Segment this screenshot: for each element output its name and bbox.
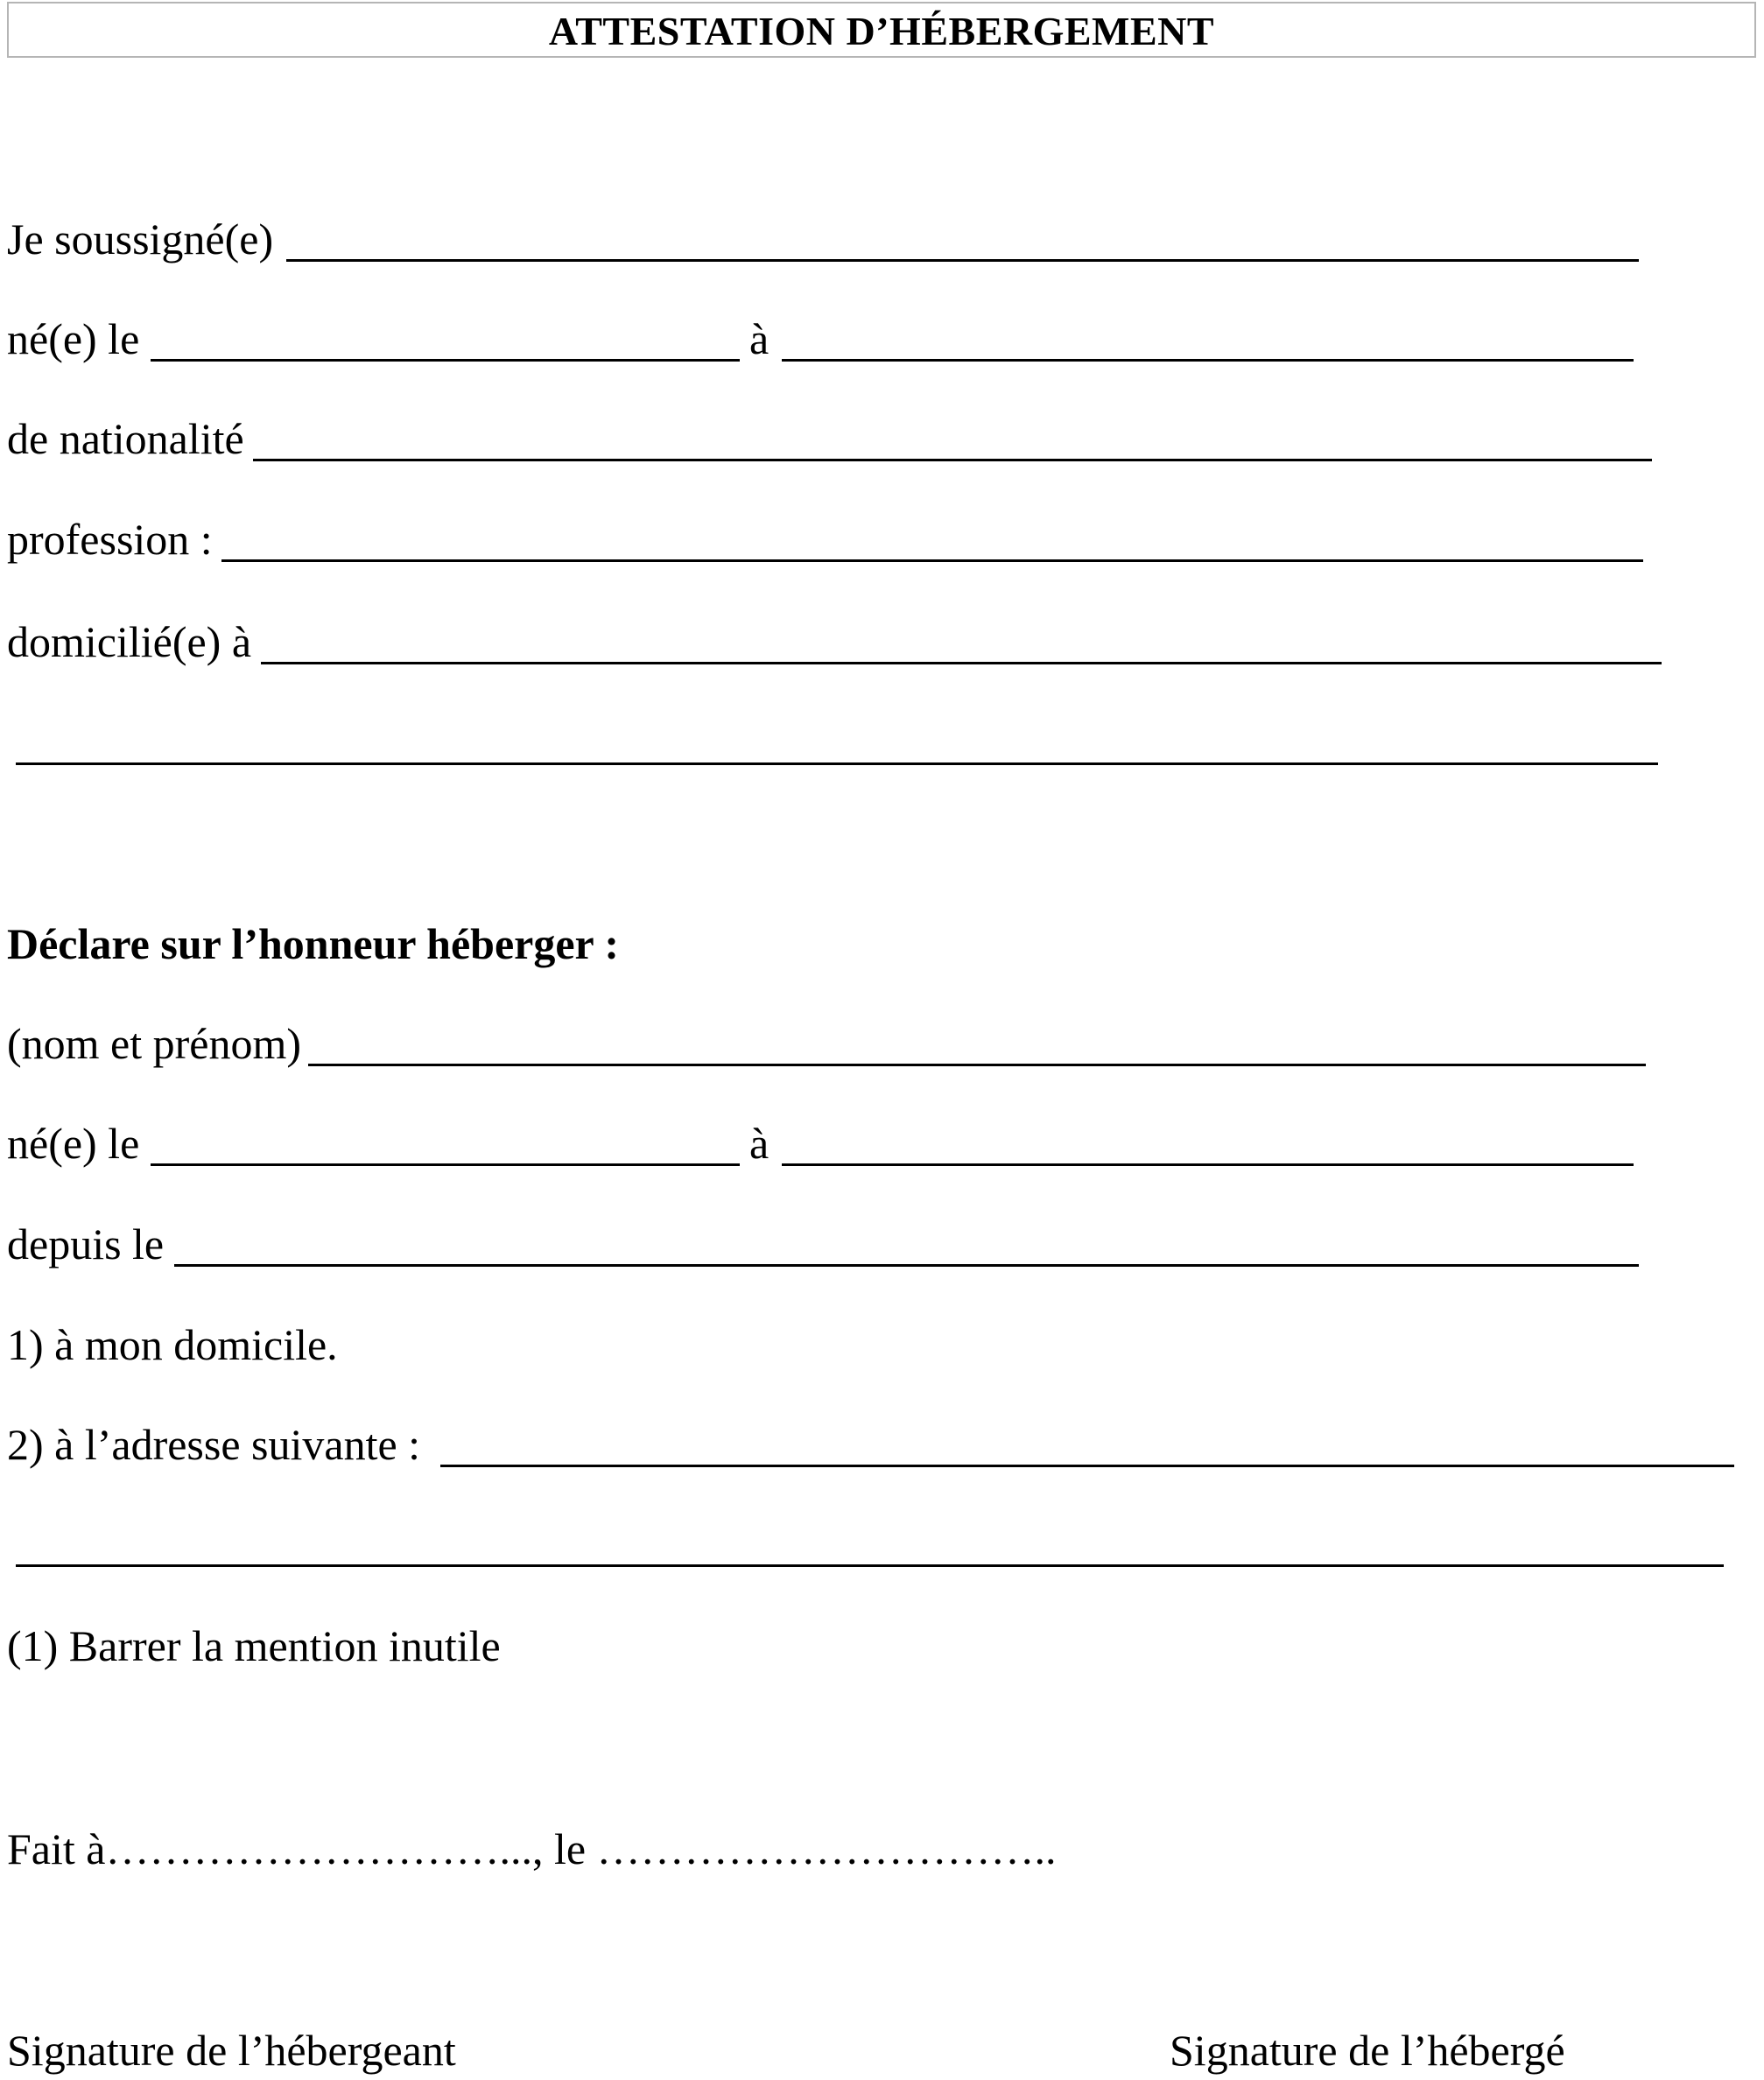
guest-birthplace-field[interactable] — [782, 1163, 1634, 1166]
option-address-label: 2) à l’adresse suivante : — [7, 1420, 421, 1469]
guest-birthplace-label: à — [749, 1119, 770, 1168]
declaration-heading: Déclare sur l’honneur héberger : — [7, 919, 619, 968]
guest-birthdate-label: né(e) le — [7, 1119, 140, 1168]
guest-signature-label: Signature de l’hébergé — [1170, 2026, 1565, 2075]
address-field[interactable] — [440, 1465, 1734, 1467]
profession-field[interactable] — [221, 559, 1643, 562]
guest-name-field[interactable] — [308, 1064, 1646, 1066]
guest-birthdate-field[interactable] — [151, 1163, 740, 1166]
place-date-line: Fait à………………………..., le ………………………….. — [7, 1824, 1057, 1873]
address-field-line-2[interactable] — [16, 1564, 1724, 1567]
since-field[interactable] — [174, 1264, 1639, 1267]
document-title: ATTESTATION D’HÉBERGEMENT — [7, 2, 1756, 58]
host-birthdate-field[interactable] — [151, 359, 740, 362]
domicile-field[interactable] — [261, 662, 1662, 664]
domicile-field-line-2[interactable] — [16, 762, 1658, 765]
soussigne-field[interactable] — [286, 259, 1639, 262]
since-label: depuis le — [7, 1219, 165, 1268]
nationality-label: de nationalité — [7, 414, 244, 463]
footnote: (1) Barrer la mention inutile — [7, 1621, 501, 1670]
domicile-label: domicilié(e) à — [7, 617, 252, 666]
soussigne-label: Je soussigné(e) — [7, 214, 274, 264]
guest-name-label: (nom et prénom) — [7, 1019, 302, 1068]
host-birthplace-field[interactable] — [782, 359, 1634, 362]
profession-label: profession : — [7, 515, 213, 564]
host-birthdate-label: né(e) le — [7, 314, 140, 363]
option-home: 1) à mon domicile. — [7, 1320, 338, 1369]
host-signature-label: Signature de l’hébergeant — [7, 2026, 456, 2075]
nationality-field[interactable] — [253, 459, 1652, 461]
host-birthplace-label: à — [749, 314, 770, 363]
